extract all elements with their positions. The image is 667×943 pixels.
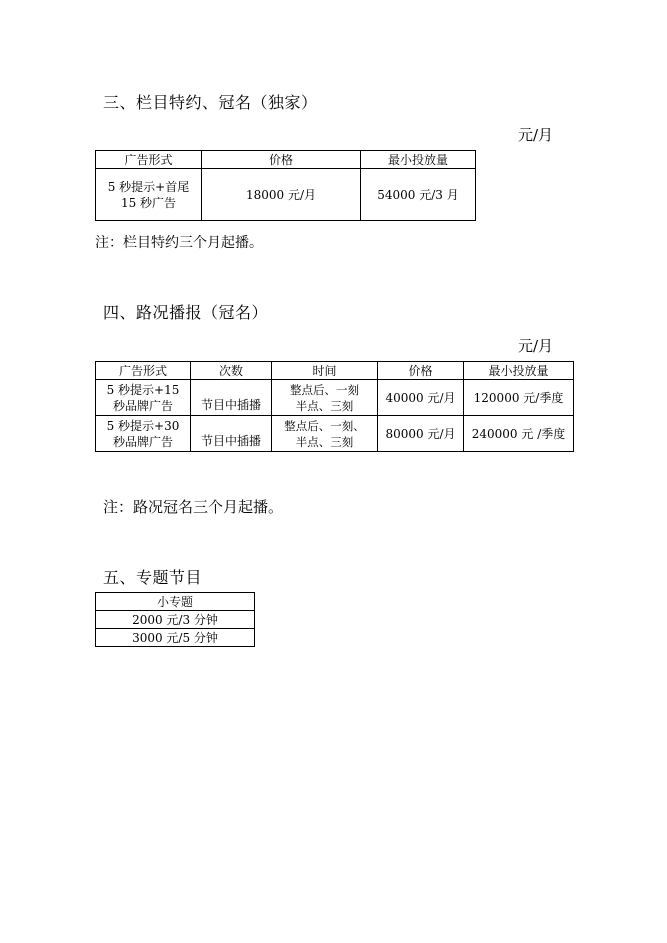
header-ad-format: 广告形式 xyxy=(96,362,191,380)
cell-minimum-buy: 54000 元/3 月 xyxy=(361,169,476,221)
cell-minimum-buy: 120000 元/季度 xyxy=(464,380,574,416)
table-row xyxy=(96,611,255,629)
section-3-table xyxy=(95,150,476,221)
header-small-topic: 小专题 xyxy=(96,593,255,611)
cell-price: 40000 元/月 xyxy=(378,380,464,416)
section-4-note: 注：路况冠名三个月起播。 xyxy=(103,498,284,516)
header-ad-format: 广告形式 xyxy=(96,151,202,169)
cell-price: 18000 元/月 xyxy=(202,169,361,221)
section-5-table xyxy=(95,592,255,647)
table-row xyxy=(96,416,574,452)
section-4-table xyxy=(95,361,574,452)
cell-price: 80000 元/月 xyxy=(378,416,464,452)
section-5-heading: 五、专题节目 xyxy=(103,568,203,587)
cell-count: 节目中插播 xyxy=(191,380,272,416)
cell-ad-format: 5 秒提示+首尾 15 秒广告 xyxy=(96,169,202,221)
header-minimum-buy: 最小投放量 xyxy=(464,362,574,380)
cell-ad-format: 5 秒提示+30 秒品牌广告 xyxy=(96,416,191,452)
cell-time: 整点后、一刻 半点、三刻 xyxy=(272,380,378,416)
header-price: 价格 xyxy=(378,362,464,380)
section-4-heading: 四、路况播报（冠名） xyxy=(103,303,269,322)
table-row xyxy=(96,380,574,416)
cell-count: 节目中插播 xyxy=(191,416,272,452)
section-3-unit: 元/月 xyxy=(517,126,553,144)
cell-ad-format: 5 秒提示+15 秒品牌广告 xyxy=(96,380,191,416)
section-4-unit: 元/月 xyxy=(517,337,553,355)
cell-time: 整点后、一刻、 半点、三刻 xyxy=(272,416,378,452)
table-row xyxy=(96,629,255,647)
section-3-heading: 三、栏目特约、冠名（独家） xyxy=(103,93,318,112)
header-time: 时间 xyxy=(272,362,378,380)
header-price: 价格 xyxy=(202,151,361,169)
header-count: 次数 xyxy=(191,362,272,380)
cell-minimum-buy: 240000 元 /季度 xyxy=(464,416,574,452)
cell-price: 3000 元/5 分钟 xyxy=(96,629,255,647)
section-3-note: 注：栏目特约三个月起播。 xyxy=(95,235,263,251)
header-minimum-buy: 最小投放量 xyxy=(361,151,476,169)
cell-price: 2000 元/3 分钟 xyxy=(96,611,255,629)
